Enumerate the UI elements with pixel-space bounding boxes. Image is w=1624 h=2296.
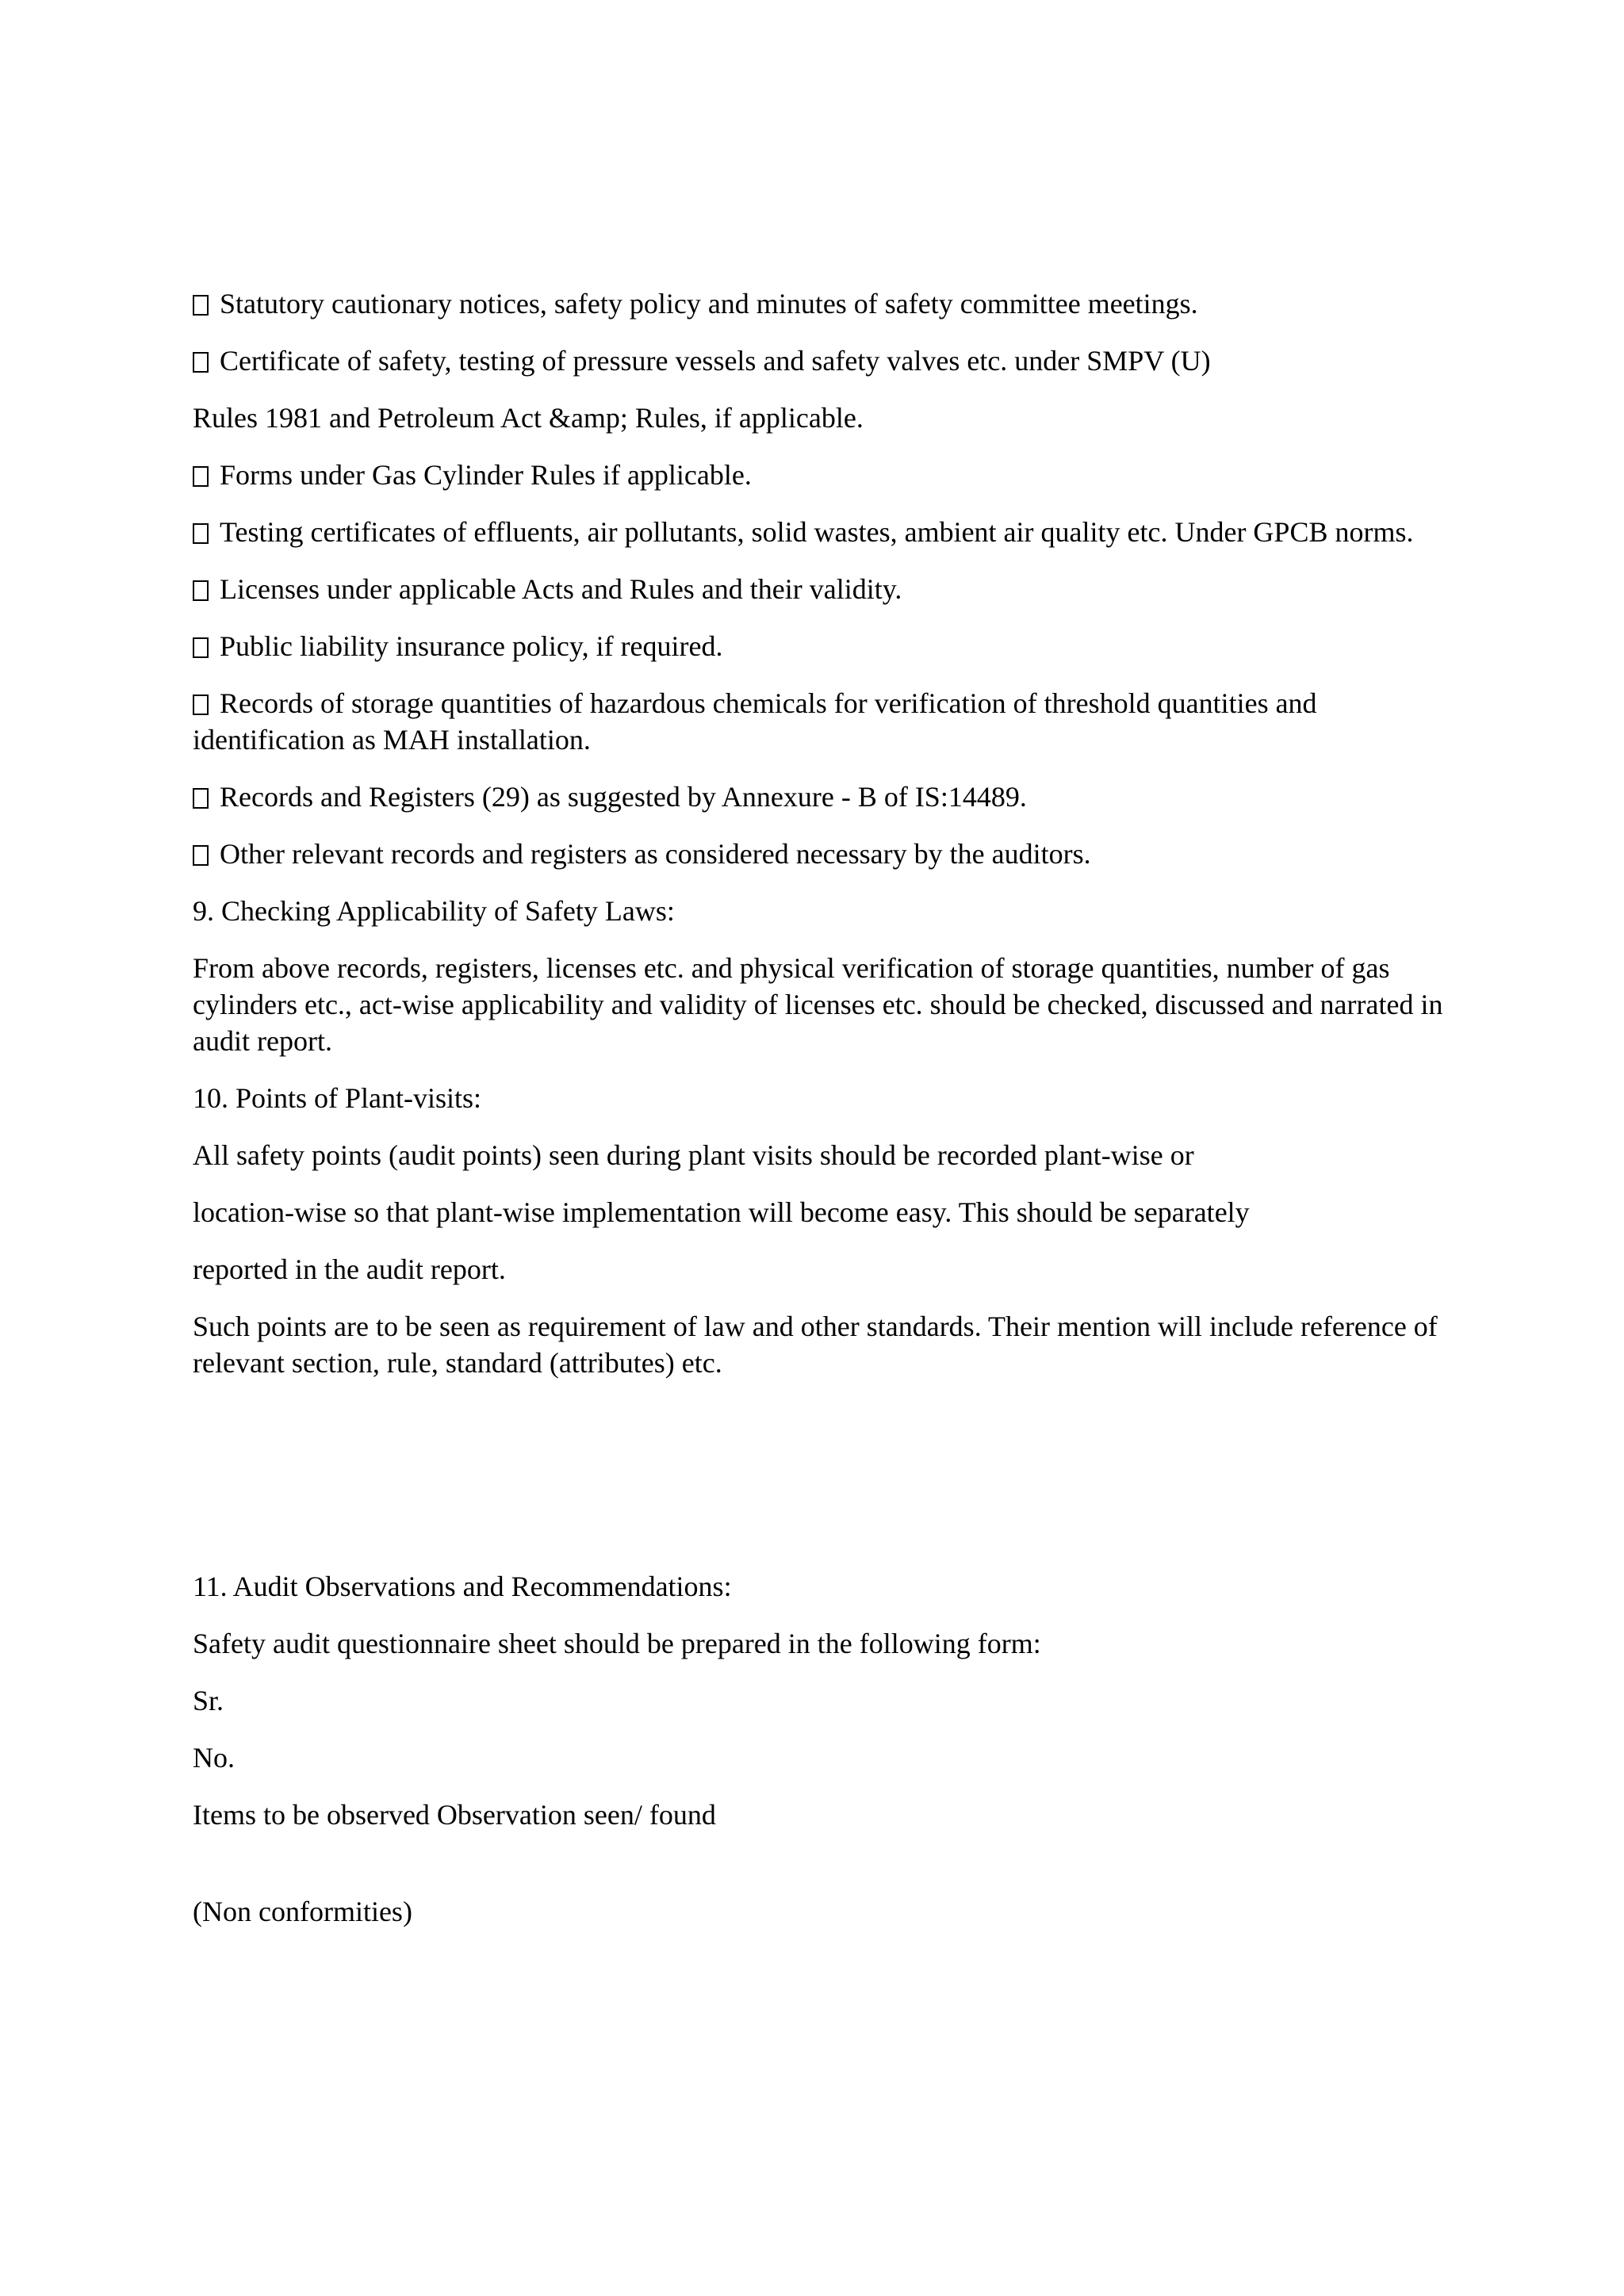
table-header-nonconformities: (Non conformities) bbox=[193, 1896, 412, 1927]
missing-glyph-icon bbox=[193, 845, 209, 866]
bullet-text: Certificate of safety, testing of pressure vessels and safety valves etc. under SMPV (U) bbox=[220, 345, 1211, 377]
missing-glyph-icon bbox=[193, 352, 209, 373]
table-header-sr: Sr. bbox=[193, 1685, 224, 1716]
bullet-text: Forms under Gas Cylinder Rules if applicable. bbox=[220, 459, 752, 491]
bullet-item bbox=[193, 457, 1461, 493]
section-body: From above records, registers, licenses etc. and physical verification of storage quantities, number of gas cylinders etc., act-wise applicability and validity of licenses etc. should be checked, discussed and narrated in audit report. bbox=[193, 952, 1443, 1057]
bullet-item bbox=[193, 836, 1461, 872]
bullet-text: Statutory cautionary notices, safety policy and minutes of safety committee meetings. bbox=[220, 288, 1198, 320]
missing-glyph-icon bbox=[193, 637, 209, 658]
spacer bbox=[193, 1854, 1461, 1893]
section-heading: 10. Points of Plant-visits: bbox=[193, 1082, 482, 1114]
bullet-text: Testing certificates of effluents, air pollutants, solid wastes, ambient air quality etc. Under GPCB norms. bbox=[220, 516, 1414, 548]
text-line: location-wise so that plant-wise implementation will become easy. This should be separately bbox=[193, 1196, 1250, 1228]
bullet-item bbox=[193, 779, 1461, 815]
text-line: reported in the audit report. bbox=[193, 1253, 506, 1285]
bullet-text: Public liability insurance policy, if required. bbox=[220, 630, 723, 662]
bullet-text: Records and Registers (29) as suggested by Annexure - B of IS:14489. bbox=[220, 781, 1027, 813]
table-header-items: Items to be observed Observation seen/ found bbox=[193, 1799, 716, 1831]
section-heading: 11. Audit Observations and Recommendations: bbox=[193, 1571, 732, 1602]
section-body: Such points are to be seen as requirement of law and other standards. Their mention will include reference of relevant section, rule, standard (attributes) etc. bbox=[193, 1311, 1438, 1379]
bullet-item bbox=[193, 514, 1461, 550]
spacer bbox=[193, 1402, 1461, 1568]
bullet-item bbox=[193, 285, 1461, 322]
document-body bbox=[193, 285, 1461, 1950]
bullet-text: Other relevant records and registers as considered necessary by the auditors. bbox=[220, 838, 1091, 870]
bullet-item bbox=[193, 685, 1461, 758]
missing-glyph-icon bbox=[193, 466, 209, 487]
bullet-item bbox=[193, 342, 1461, 379]
missing-glyph-icon bbox=[193, 295, 209, 316]
missing-glyph-icon bbox=[193, 788, 209, 809]
section-body: Safety audit questionnaire sheet should be prepared in the following form: bbox=[193, 1628, 1041, 1659]
section-heading: 9. Checking Applicability of Safety Laws: bbox=[193, 895, 675, 927]
missing-glyph-icon bbox=[193, 523, 209, 544]
bullet-item bbox=[193, 628, 1461, 664]
bullet-item bbox=[193, 571, 1461, 607]
missing-glyph-icon bbox=[193, 580, 209, 601]
text-line: Rules 1981 and Petroleum Act &amp; Rules, if applicable. bbox=[193, 402, 864, 434]
bullet-text: Records of storage quantities of hazardous chemicals for verification of threshold quantities and identification as MAH installation. bbox=[193, 687, 1317, 756]
text-line: All safety points (audit points) seen during plant visits should be recorded plant-wise or bbox=[193, 1139, 1194, 1171]
missing-glyph-icon bbox=[193, 695, 209, 715]
bullet-text: Licenses under applicable Acts and Rules and their validity. bbox=[220, 573, 902, 605]
table-header-no: No. bbox=[193, 1742, 235, 1774]
